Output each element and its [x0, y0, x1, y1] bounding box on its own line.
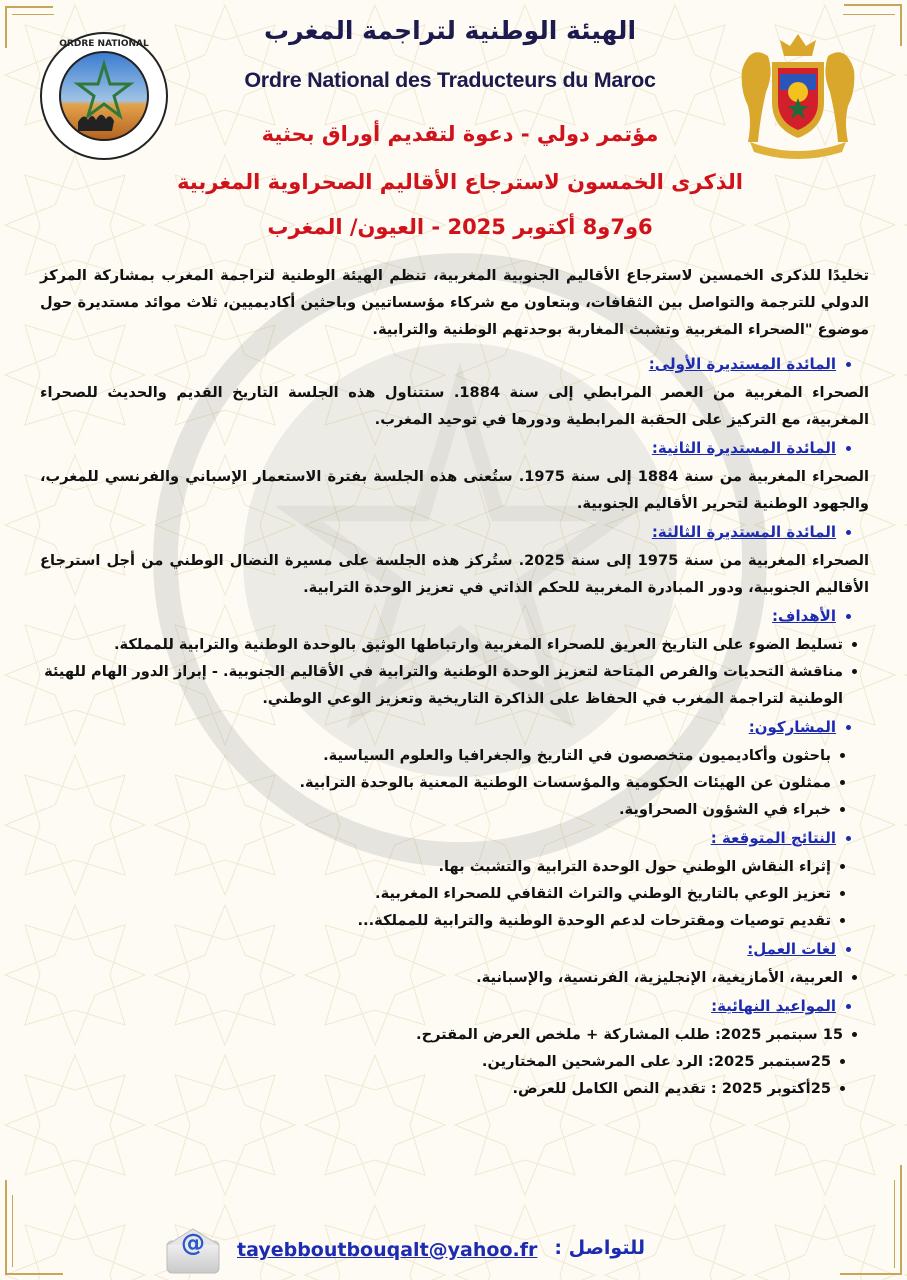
heading-text: الأهداف:: [772, 607, 836, 625]
outcomes-heading: [40, 823, 851, 853]
bullet-icon: [840, 891, 845, 896]
conference-title: مؤتمر دولي - دعوة لتقديم أوراق بحثية: [261, 122, 659, 146]
heading-text: لغات العمل:: [747, 940, 836, 958]
bullet-icon: [846, 836, 851, 841]
roundtable-3-text: الصحراء المغربية من سنة 1975 إلى سنة 2025. ستُركز هذه الجلسة على مسيرة النضال الوطني من أجل استرجاع الأقاليم الجنوبية، ودور المبادرة المغربية للحكم الذاتي في تعزيز الوحدة الترابية.: [40, 552, 869, 596]
bullet-icon: [846, 446, 851, 451]
heading-text: المائدة المستديرة الأولى:: [648, 355, 836, 373]
svg-text:ORDRE NATIONAL: ORDRE NATIONAL: [59, 39, 149, 49]
bullet-icon: [840, 918, 845, 923]
deadline-item: [40, 1048, 845, 1075]
heading-text: المواعيد النهائية:: [711, 997, 836, 1015]
org-name-arabic: الهيئة الوطنية لتراجمة المغرب: [263, 16, 637, 45]
roundtable-1-heading: [40, 349, 851, 379]
bullet-icon: [852, 1032, 857, 1037]
roundtable-2-heading: [40, 433, 851, 463]
bullet-icon: [840, 1086, 845, 1091]
list-item: [40, 964, 857, 991]
bullet-icon: [846, 725, 851, 730]
list-item-text: تقديم توصيات ومقترحات لدعم الوحدة الوطنية والترابية للمملكة...: [357, 912, 831, 929]
intro-paragraph: تخليدًا للذكرى الخمسين لاسترجاع الأقاليم الجنوبية المغربية، تنظم الهيئة الوطنية لتراجمة المغرب بمشاركة المركز الدولي للترجمة والتواصل بين الثقافات، وبتعاون مع شركاء مؤسساتيين وباحثين أكاديميين، ثلاث موائد مستديرة حول موضوع "الصحراء المغربية وتشبث المغاربة بوحدتهم الوطنية والترابية.: [40, 267, 869, 338]
list-item: [40, 880, 845, 907]
bullet-icon: [846, 614, 851, 619]
heading-text: المشاركون:: [748, 718, 836, 736]
list-item-text: 25أكتوبر 2025 : تقديم النص الكامل للعرض.: [512, 1080, 831, 1097]
conference-date-location: 6و7و8 أكتوبر 2025 - العيون/ المغرب: [267, 215, 653, 239]
list-item: [40, 853, 845, 880]
participants-heading: [40, 712, 851, 742]
email-envelope-icon: [165, 1225, 221, 1275]
list-item: [40, 907, 845, 934]
list-item-text: ممثلون عن الهيئات الحكومية والمؤسسات الوطنية المعنية بالوحدة الترابية.: [299, 774, 831, 791]
list-item-text: 25سبتمبر 2025: الرد على المرشحين المختارين.: [481, 1053, 831, 1070]
list-item-text: خبراء في الشؤون الصحراوية.: [619, 801, 831, 818]
roundtable-2-text: الصحراء المغربية من سنة 1884 إلى سنة 1975. ستُعنى هذه الجلسة بفترة الاستعمار الإسباني والفرنسي للمغرب، والجهود الوطنية لتحرير الأقاليم الجنوبية.: [40, 468, 869, 512]
bullet-icon: [840, 753, 845, 758]
list-item-text: مناقشة التحديات والفرص المتاحة لتعزيز الوحدة الوطنية والترابية في الأقاليم الجنوبية. - إبراز الدور الهام للهيئة الوطنية لتراجمة المغرب في الحفاظ على الذاكرة التاريخية وتعزيز الوعي الوطني.: [44, 663, 843, 707]
list-item: [40, 796, 845, 823]
bullet-icon: [852, 669, 857, 674]
contact-section: [165, 1225, 645, 1275]
bullet-icon: [846, 1004, 851, 1009]
bullet-icon: [846, 947, 851, 952]
heading-text: المائدة المستديرة الثانية:: [651, 439, 836, 457]
deadline-item: [40, 1021, 857, 1048]
bullet-icon: [840, 807, 845, 812]
contact-label: للتواصل :: [554, 1237, 645, 1259]
bullet-icon: [846, 362, 851, 367]
list-item-text: تسليط الضوء على التاريخ العريق للصحراء المغربية وارتباطها الوثيق بالوحدة الوطنية والترابية للمملكة.: [114, 636, 843, 653]
list-item-text: العربية، الأمازيغية، الإنجليزية، الفرنسية، والإسبانية.: [476, 969, 843, 986]
list-item-text: باحثون وأكاديميون متخصصون في التاريخ والجغرافيا والعلوم السياسية.: [323, 747, 831, 764]
list-item: [40, 658, 857, 712]
objectives-heading: [40, 601, 851, 631]
document-body: [40, 262, 869, 1102]
languages-heading: [40, 934, 851, 964]
heading-text: النتائج المتوقعة :: [710, 829, 836, 847]
org-name-french: Ordre National des Traducteurs du Maroc: [244, 68, 656, 92]
bullet-icon: [852, 975, 857, 980]
list-item: [40, 631, 857, 658]
list-item-text: 15 سبتمبر 2025: طلب المشاركة + ملخص العرض المقترح.: [416, 1026, 843, 1043]
list-item-text: تعزيز الوعي بالتاريخ الوطني والتراث الثقافي للصحراء المغربية.: [375, 885, 831, 902]
bullet-icon: [846, 530, 851, 535]
deadlines-heading: [40, 991, 851, 1021]
list-item: [40, 742, 845, 769]
conference-subtitle: الذكرى الخمسون لاسترجاع الأقاليم الصحراوية المغربية: [177, 170, 743, 194]
heading-text: المائدة المستديرة الثالثة:: [651, 523, 836, 541]
svg-text:@: @: [181, 1229, 205, 1257]
roundtable-1-text: الصحراء المغربية من العصر المرابطي إلى سنة 1884. ستتناول هذه الجلسة التاريخ القديم والحديث للصحراء المغربية، مع التركيز على الحقبة المرابطية ودورها في توحيد المغرب.: [40, 384, 869, 428]
bullet-icon: [852, 642, 857, 647]
roundtable-3-heading: [40, 517, 851, 547]
bullet-icon: [840, 780, 845, 785]
deadline-item: [40, 1075, 845, 1102]
bullet-icon: [840, 1059, 845, 1064]
list-item-text: إثراء النقاش الوطني حول الوحدة الترابية والتشبث بها.: [438, 858, 831, 875]
contact-email-link[interactable]: tayebboutbouqalt@yahoo.fr: [237, 1239, 538, 1261]
bullet-icon: [840, 864, 845, 869]
list-item: [40, 769, 845, 796]
